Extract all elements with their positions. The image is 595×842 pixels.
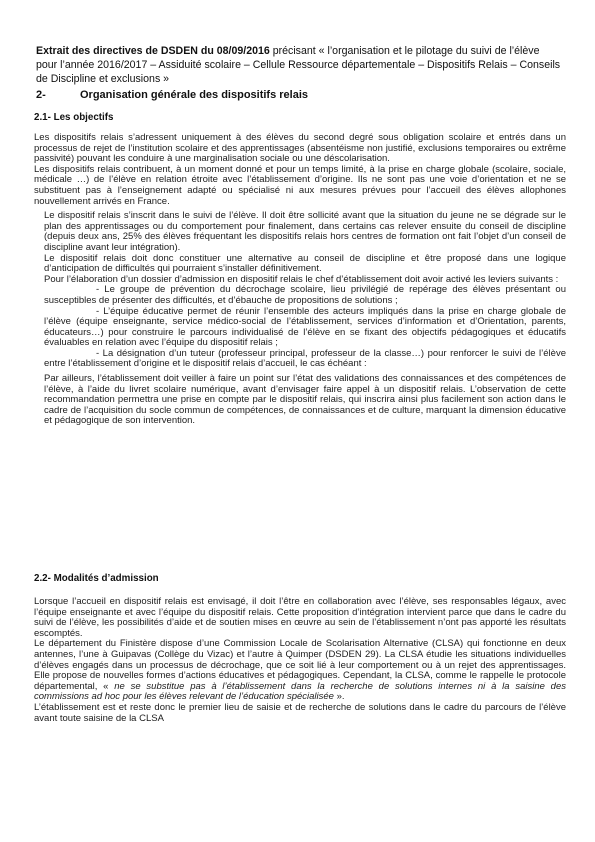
paragraph: Pour l’élaboration d’un dossier d’admission en dispositif relais le chef d’établissement doit avoir activé les leviers suivants :	[44, 273, 559, 285]
admission-body	[34, 597, 566, 724]
paragraph: Par ailleurs, l’établissement doit veiller à faire un point sur l’état des validations des connaissances et des compétences de l’élève, à l’aide du livret scolaire numérique, avant d’envisager faire appel à un dispositif relais. L’observation de cette recommandation permettra une prise en compte par le dispositif relais, qui inscrira ainsi plus facilement son action dans le cadre de l’acquisition du socle commun de compétences, de connaissances et de culture, marquant la dimension éducative et pédagogique de son intervention.	[44, 373, 566, 427]
paragraph: Les dispositifs relais contribuent, à un moment donné et pour un temps limité, à la prise en charge globale (scolaire, sociale, médicale …) de l’élève en relation étroite avec l’établissement d’origine. Ils ne sont pas une voie d’orientation et ne se substituent pas à l’enseignement adapté ou spécialisé ni aux mesures prévues pour l’accueil des élèves allophones nouvellement arrivés en France.	[34, 163, 566, 207]
section-heading	[36, 89, 308, 101]
document-header	[36, 44, 561, 86]
paragraph	[34, 639, 566, 703]
section-number: 2-	[36, 89, 46, 101]
paragraph: Le dispositif relais s’inscrit dans le suivi de l’élève. Il doit être sollicité avant que la situation du jeune ne se dégrade sur le plan des apprentissages ou du comportement pour finalement, dans certains cas relever ensuite du conseil de discipline (depuis deux ans, 25% des élèves fréquentant les dispositifs relais hors centres de formation ont fait l’objet d’un conseil de discipline avant leur intégration).	[44, 210, 566, 253]
paragraph: Le dispositif relais doit donc constituer une alternative au conseil de discipline et être proposé dans une logique d’anticipation de difficultés qui pourraient s’installer définitivement.	[44, 252, 566, 275]
header-source: Extrait des directives de DSDEN du 08/09/2016	[36, 45, 270, 57]
clsa-text-end: ».	[333, 691, 345, 703]
list-item: - L’équipe éducative permet de réunir l’ensemble des acteurs impliqués dans la prise en charge globale de l’élève (équipe enseignante, service médico-social de l’établissement, services d’information et d’Orientation, parents, éducateurs…) pour construire le parcours individualisé de l’élève en se fixant des objectifs pédagogiques et éducatifs évaluables en relation avec l’équipe du dispositif relais ;	[44, 305, 566, 349]
objectifs-body	[34, 133, 566, 427]
clsa-text: Le département du Finistère dispose d’une Commission Locale de Scolarisation Alternative (CLSA) qui fonctionne en deux antennes, l’une à Guipavas (Collège du Vizac) et l’autre à Quimper (DSDEN 29). La CLSA étudie les situations individuelles d’élèves engagés dans un processus de décrochage, que ce soit lié à leur comportement ou à un rejet des apprentissages. Elle propose de nouvelles formes d’actions éducatives et pédagogiques. Cependant, la CLSA, comme le rappelle le protocole départemental, «	[34, 638, 566, 692]
header-description: précisant « l’organisation et le pilotage du suivi de l’élève pour l’année 2016/2017 – Assiduité scolaire – Cellule Ressource départementale – Dispositifs Relais – Conseils de Discipline et exclusions »	[36, 45, 561, 85]
clsa-quote: ne se substitue pas à l’établissement dans la recherche de solutions internes ni à la saisine des commissions ad hoc pour les élèves relevant de l’éducation spécialisée	[34, 680, 566, 703]
list-item: - Le groupe de prévention du décrochage scolaire, lieu privilégié de repérage des élèves présentant ou susceptibles de présenter des difficultés, et d’ébauche de propositions de solutions ;	[44, 284, 566, 306]
paragraph: L’établissement est et reste donc le premier lieu de saisie et de recherche de solutions dans le cadre du parcours de l’élève avant toute saisine de la CLSA	[34, 701, 566, 724]
paragraph: Les dispositifs relais s’adressent uniquement à des élèves du second degré sous obligation scolaire et entrés dans un processus de rejet de l’institution scolaire et des apprentissages (absentéisme non justifié, exclusions temporaires ou extrême passivité) pouvant les conduire à une marginalisation sociale ou une déscolarisation.	[34, 132, 566, 165]
subsection-objectifs-title: 2.1- Les objectifs	[34, 112, 114, 123]
list-item: - La désignation d’un tuteur (professeur principal, professeur de la classe…) pour renforcer le suivi de l’élève entre l’établissement d’origine et le dispositif relais d’accueil, le cas échéant :	[44, 347, 566, 370]
paragraph: Lorsque l’accueil en dispositif relais est envisagé, il doit l’être en collaboration avec l’élève, ses responsables légaux, avec l’équipe enseignante et avec l’équipe du dispositif relais. Cette proposition d’intégration intervient parce que dans le cadre du suivi de l’élève, les possibilités d’aide et de soutien mises en œuvre au sein de l’établissement n’ont pas apporté les résultats escomptés.	[34, 596, 566, 639]
section-title: Organisation générale des dispositifs relais	[80, 89, 309, 101]
subsection-admission-title: 2.2- Modalités d’admission	[34, 573, 159, 584]
